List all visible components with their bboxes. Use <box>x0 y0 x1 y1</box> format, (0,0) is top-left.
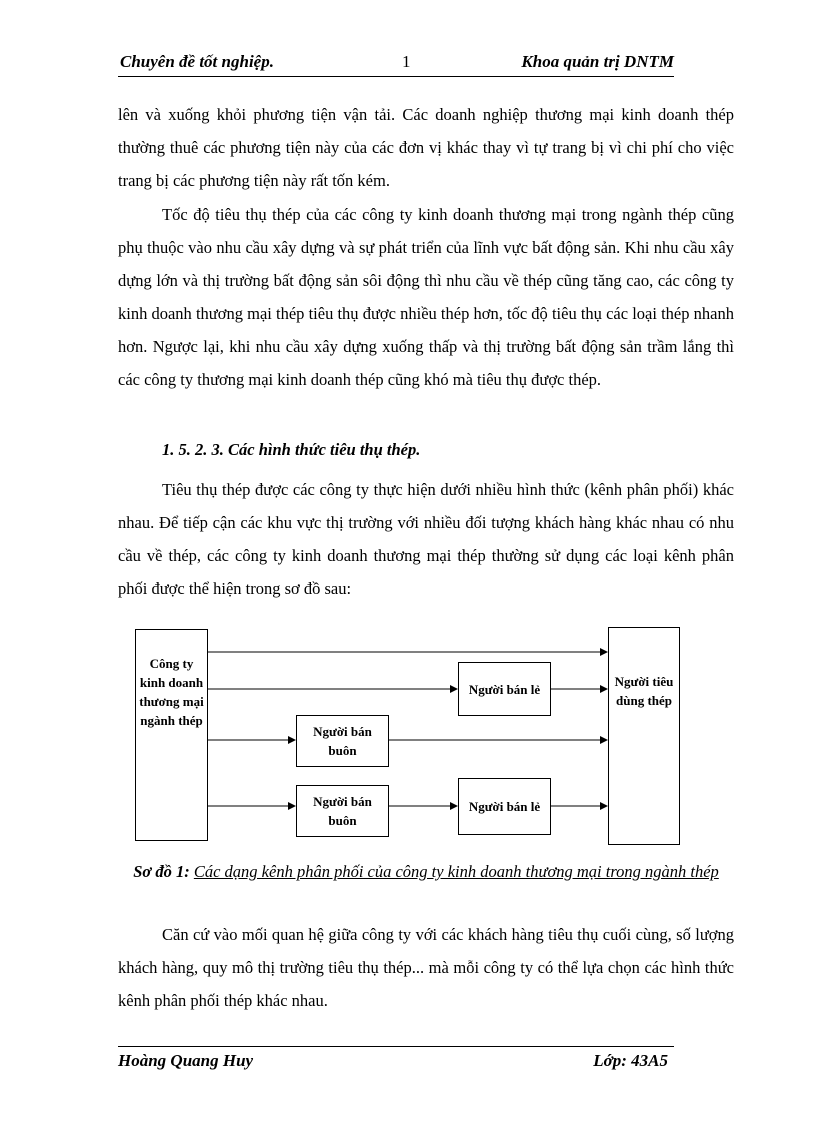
paragraph-1: lên và xuống khỏi phương tiện vận tải. Các doanh nghiệp thương mại kinh doanh thép thường thuê các phương tiện này của các đơn vị khác thay vì tự trang bị vì chi phí cho việc trang bị các phương tiện này rất tốn kém. <box>118 105 734 190</box>
paragraph-2: Tốc độ tiêu thụ thép của các công ty kinh doanh thương mại trong ngành thép cũng phụ thuộc vào nhu cầu xây dựng và sự phát triển của lĩnh vực bất động sản. Khi nhu cầu xây dựng lớn và thị trường bất động sản sôi động thì nhu cầu về thép cũng tăng cao, các công ty kinh doanh thương mại thép tiêu thụ được nhiều thép hơn, tốc độ tiêu thụ các loại thép nhanh hơn. Ngược lại, khi nhu cầu xây dựng xuống thấp và thị trường bất động sản trầm lắng thì các công ty thương mại kinh doanh thép cũng khó mà tiêu thụ được thép. <box>118 205 734 389</box>
retailer-box-bottom: Người bán lẻ <box>458 778 551 835</box>
page-number: 1 <box>402 52 411 71</box>
consumer-box: Người tiêu dùng thép <box>608 627 680 845</box>
company-box: Công ty kinh doanh thương mại ngành thép <box>135 629 208 841</box>
footer-author: Hoàng Quang Huy <box>118 1051 254 1070</box>
retailer-box-top: Người bán lẻ <box>458 662 551 716</box>
wholesaler-box-middle: Người bán buôn <box>296 715 389 767</box>
section-heading: 1. 5. 2. 3. Các hình thức tiêu thụ thép. <box>162 440 421 459</box>
footer-class: Lớp: 43A5 <box>593 1051 668 1070</box>
header-title: Chuyên đề tốt nghiệp. <box>120 52 274 71</box>
paragraph-3: Tiêu thụ thép được các công ty thực hiện dưới nhiều hình thức (kênh phân phối) khác nhau. Để tiếp cận các khu vực thị trường với nhiều đối tượng khách hàng khác nhau có nhu cầu về thép, các công ty kinh doanh thương mại thép thường sử dụng các loại kênh phân phối được thể hiện trong sơ đồ sau: <box>118 480 734 598</box>
wholesaler-box-bottom: Người bán buôn <box>296 785 389 837</box>
diagram-caption <box>118 856 734 888</box>
caption-text: Các dạng kênh phân phối của công ty kinh doanh thương mại trong ngành thép <box>193 862 719 881</box>
header-faculty: Khoa quản trị DNTM <box>521 52 674 71</box>
caption-lead: Sơ đồ 1: <box>133 862 190 881</box>
paragraph-4: Căn cứ vào mối quan hệ giữa công ty với các khách hàng tiêu thụ cuối cùng, số lượng khách hàng, quy mô thị trường tiêu thụ thép... mà mỗi công ty có thể lựa chọn các hình thức kênh phân phối thép khác nhau. <box>118 925 734 1010</box>
page-footer <box>118 1046 674 1071</box>
